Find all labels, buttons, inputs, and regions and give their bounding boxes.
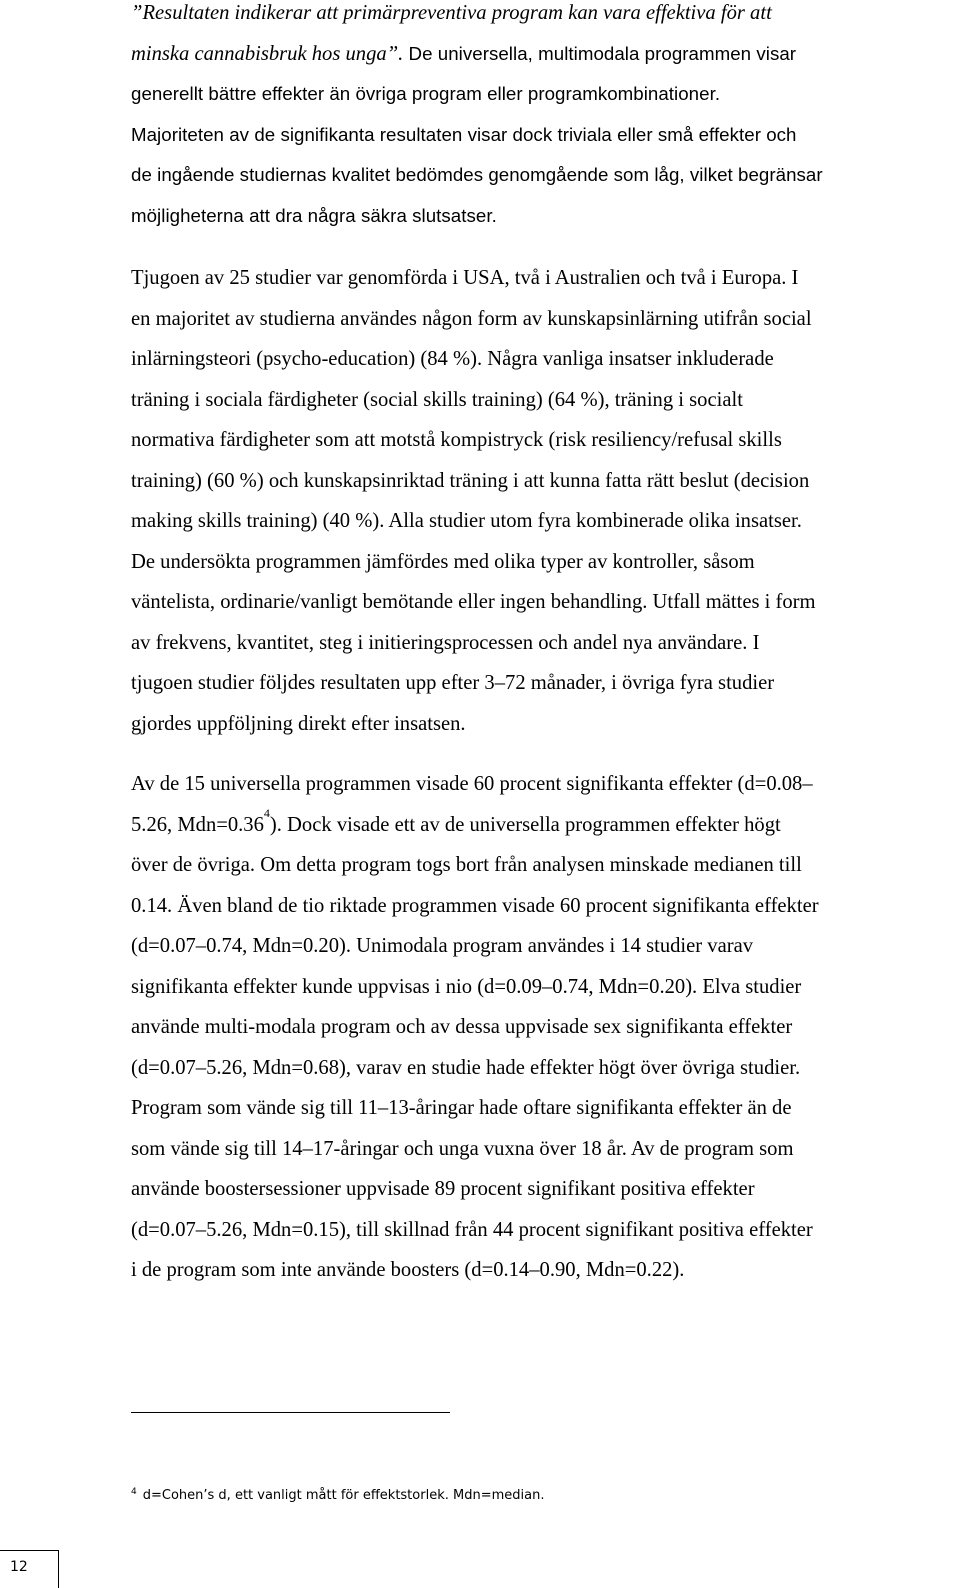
paragraph-line: träning i sociala färdigheter (social skills training) (64 %), träning i socialt	[131, 388, 743, 411]
paragraph-line: (d=0.07–5.26, Mdn=0.15), till skillnad från 44 procent signifikant positiva effekter	[131, 1218, 813, 1241]
paragraph-line: Tjugoen av 25 studier var genomförda i USA, två i Australien och två i Europa. I	[131, 267, 799, 289]
paragraph-line: (d=0.07–5.26, Mdn=0.68), varav en studie hade effekter högt över övriga studier.	[131, 1056, 801, 1079]
results-paragraph	[131, 764, 949, 1291]
paragraph-line: använde multi-modala program och av dessa uppvisade sex signifikanta effekter	[131, 1016, 793, 1038]
paragraph-line	[131, 805, 949, 846]
paragraph-line: i de program som inte använde boosters (d=0.14–0.90, Mdn=0.22).	[131, 1259, 685, 1281]
paragraph-line: training) (60 %) och kunskapsinriktad träning i att kunna fatta rätt beslut (decision	[131, 469, 810, 492]
page-number-box	[0, 1550, 59, 1588]
footnote	[131, 1486, 544, 1506]
summary-text-span: de ingående studiernas kvalitet bedömdes genomgående som låg, vilket begränsar	[131, 164, 823, 185]
paragraph-line: av frekvens, kvantitet, steg i initieringsprocessen och andel nya användare. I	[131, 631, 760, 654]
summary-text	[131, 74, 941, 115]
summary-text-span: generellt bättre effekter än övriga program eller programkombinationer.	[131, 83, 721, 104]
paragraph-line: tjugoen studier följdes resultaten upp efter 3–72 månader, i övriga fyra studier	[131, 672, 775, 694]
footnote-text: d=Cohen’s d, ett vanligt mått för effektstorlek. Mdn=median.	[142, 1488, 545, 1503]
paragraph-line: gjordes uppföljning direkt efter insatsen.	[131, 712, 466, 735]
summary-text: De universella, multimodala programmen visar	[403, 42, 797, 64]
paragraph-line: en majoritet av studierna användes någon form av kunskapsinlärning utifrån social	[131, 307, 812, 330]
paragraph-line: (d=0.07–0.74, Mdn=0.20). Unimodala program användes i 14 studier varav	[131, 935, 754, 957]
summary-paragraph	[131, 0, 941, 236]
paragraph-line: som vände sig till 14–17-åringar och unga vuxna över 18 år. Av de program som	[131, 1137, 794, 1160]
paragraph-line: making skills training) (40 %). Alla studier utom fyra kombinerade olika insatser.	[131, 510, 802, 532]
footnote-divider	[131, 1412, 450, 1413]
quote-line	[131, 34, 941, 75]
quote-line: ”Resultaten indikerar att primärpreventiva program kan vara effektiva för att	[131, 2, 772, 24]
paragraph-line: signifikanta effekter kunde uppvisas i nio (d=0.09–0.74, Mdn=0.20). Elva studier	[131, 975, 802, 998]
page-number: 12	[10, 1559, 28, 1575]
studies-paragraph	[131, 258, 949, 744]
paragraph-line: Program som vände sig till 11–13-åringar hade oftare signifikanta effekter än de	[131, 1097, 792, 1119]
paragraph-line: använde boostersessioner uppvisade 89 procent signifikant positiva effekter	[131, 1178, 755, 1200]
paragraph-line: över de övriga. Om detta program togs bort från analysen minskade medianen till	[131, 854, 802, 876]
summary-text	[131, 155, 941, 196]
paragraph-text: ). Dock visade ett av de universella programmen effekter högt	[269, 813, 781, 836]
paragraph-line: väntelista, ordinarie/vanligt bemötande eller ingen behandling. Utfall mättes i form	[131, 591, 816, 613]
summary-text-span: Majoriteten av de signifikanta resultaten visar dock triviala eller små effekter och	[131, 123, 797, 145]
summary-text	[131, 196, 941, 237]
paragraph-line: normativa färdigheter som att motstå kompistryck (risk resiliency/refusal skills	[131, 429, 782, 451]
quote-end: minska cannabisbruk hos unga”.	[131, 42, 404, 65]
paragraph-text: 5.26, Mdn=0.36	[131, 813, 264, 836]
paragraph-line: inlärningsteori (psycho-education) (84 %). Några vanliga insatser inkluderade	[131, 348, 774, 370]
paragraph-line: De undersökta programmen jämfördes med olika typer av kontroller, såsom	[131, 550, 755, 573]
footnote-marker: 4	[131, 1487, 137, 1497]
paragraph-line: Av de 15 universella programmen visade 60 procent signifikanta effekter (d=0.08–	[131, 773, 813, 795]
footnote-reference[interactable]: 4	[263, 805, 270, 820]
summary-text-span: möjligheterna att dra några säkra slutsatser.	[131, 204, 497, 226]
paragraph-line: 0.14. Även bland de tio riktade programmen visade 60 procent signifikanta effekter	[131, 894, 819, 917]
summary-text	[131, 115, 941, 156]
